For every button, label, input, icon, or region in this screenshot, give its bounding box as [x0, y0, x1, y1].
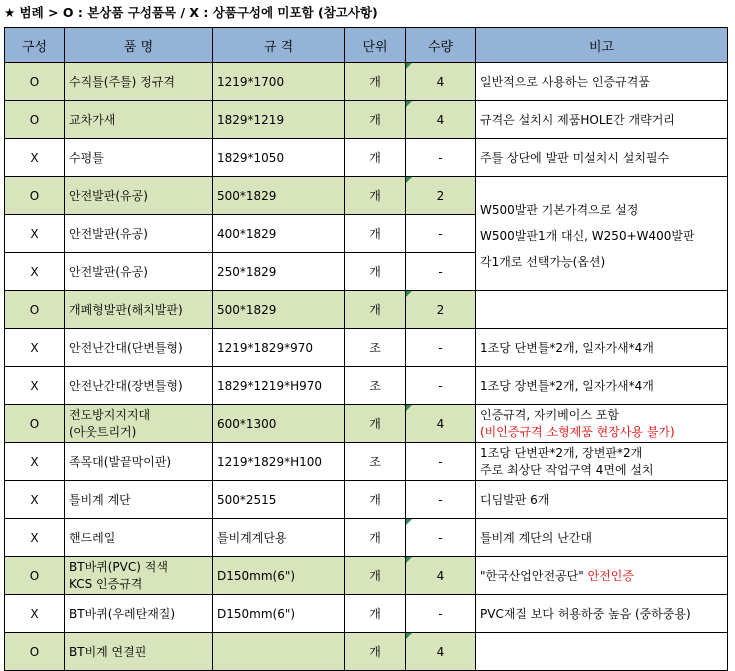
comp-cell: X	[5, 253, 65, 291]
header-spec: 규 격	[213, 28, 345, 63]
table-row	[5, 139, 728, 177]
unit-cell: 개	[345, 595, 406, 633]
remark-cell: 일반적으로 사용하는 인증규격품	[476, 63, 728, 101]
name-cell: 안전난간대(장변틀형)	[65, 367, 213, 405]
table-row	[5, 329, 728, 367]
qty-cell: -	[406, 443, 476, 481]
qty-cell: 4	[406, 63, 476, 101]
name-cell: 틀비계 계단	[65, 481, 213, 519]
spec-cell: D150mm(6")	[213, 557, 345, 595]
unit-cell: 조	[345, 329, 406, 367]
remark-cell: 규격은 설치시 제품HOLE간 개략거리	[476, 101, 728, 139]
spec-cell: 1829*1050	[213, 139, 345, 177]
unit-cell: 개	[345, 633, 406, 671]
qty-cell: -	[406, 519, 476, 557]
table-row	[5, 367, 728, 405]
comp-cell: O	[5, 63, 65, 101]
comp-cell: X	[5, 329, 65, 367]
header-row	[5, 28, 728, 63]
spec-cell: 1219*1700	[213, 63, 345, 101]
merged-remark-cell	[476, 177, 728, 291]
remark-cell	[476, 633, 728, 671]
comp-cell: O	[5, 557, 65, 595]
components-table	[4, 27, 728, 671]
spec-cell: 400*1829	[213, 215, 345, 253]
unit-cell: 개	[345, 139, 406, 177]
name-cell: 수직틀(주틀) 정규격	[65, 63, 213, 101]
spec-cell: 600*1300	[213, 405, 345, 443]
spec-cell: 1219*1829*970	[213, 329, 345, 367]
name-cell: 안전난간대(단변틀형)	[65, 329, 213, 367]
name-cell: BT비계 연결핀	[65, 633, 213, 671]
legend-text: ★ 범례 > O : 본상품 구성품목 / X : 상품구성에 미포함 (참고사항)	[4, 5, 378, 20]
merged-remark-line: W500발판1개 대신, W250+W400발판	[480, 228, 695, 243]
comp-cell: O	[5, 633, 65, 671]
qty-cell: -	[406, 329, 476, 367]
name-cell	[65, 405, 213, 443]
remark-certified: 안전인증	[587, 569, 634, 583]
comp-cell: X	[5, 481, 65, 519]
header-name: 품 명	[65, 28, 213, 63]
remark-cell	[476, 557, 728, 595]
spec-cell: 500*1829	[213, 177, 345, 215]
qty-cell: 4	[406, 101, 476, 139]
qty-cell: 2	[406, 291, 476, 329]
table-row	[5, 177, 728, 215]
unit-cell: 개	[345, 405, 406, 443]
name-line: KCS 인증규격	[69, 576, 143, 591]
remark-warning: (비인증규격 소형제품 현장사용 불가)	[480, 424, 675, 439]
name-cell: 안전발판(유공)	[65, 253, 213, 291]
spec-cell: 500*1829	[213, 291, 345, 329]
qty-cell: -	[406, 253, 476, 291]
spec-cell: 1829*1219	[213, 101, 345, 139]
name-cell: 개폐형발판(해치발판)	[65, 291, 213, 329]
comp-cell: O	[5, 405, 65, 443]
comp-cell: X	[5, 367, 65, 405]
unit-cell: 개	[345, 557, 406, 595]
spec-cell: 1219*1829*H100	[213, 443, 345, 481]
qty-cell: 4	[406, 557, 476, 595]
name-cell	[65, 557, 213, 595]
header-comp: 구성	[5, 28, 65, 63]
remark-cell	[476, 291, 728, 329]
remark-line: 1조당 단변판*2개, 장변판*2개	[480, 445, 643, 460]
table-row	[5, 101, 728, 139]
remark-cell	[476, 443, 728, 481]
spec-cell	[213, 633, 345, 671]
comp-cell: X	[5, 595, 65, 633]
merged-remark-line: W500발판 기본가격으로 설정	[480, 202, 639, 217]
unit-cell: 개	[345, 253, 406, 291]
remark-cell	[476, 405, 728, 443]
remark-cell: 1조당 장변틀*2개, 일자가새*4개	[476, 367, 728, 405]
name-cell: BT바퀴(우레탄재질)	[65, 595, 213, 633]
header-qty: 수량	[406, 28, 476, 63]
name-line: BT바퀴(PVC) 적색	[69, 559, 168, 574]
comp-cell: X	[5, 139, 65, 177]
remark-line: 인증규격, 자키베이스 포함	[480, 407, 619, 422]
comp-cell: O	[5, 291, 65, 329]
spec-cell: 250*1829	[213, 253, 345, 291]
spec-cell: 1829*1219*H970	[213, 367, 345, 405]
spec-cell: 틀비계계단용	[213, 519, 345, 557]
table-row	[5, 405, 728, 443]
comp-cell: O	[5, 101, 65, 139]
name-cell: 안전발판(유공)	[65, 215, 213, 253]
comp-cell: O	[5, 177, 65, 215]
unit-cell: 개	[345, 481, 406, 519]
header-remark: 비고	[476, 28, 728, 63]
unit-cell: 개	[345, 63, 406, 101]
table-row	[5, 291, 728, 329]
remark-cell: 디딤발판 6개	[476, 481, 728, 519]
unit-cell: 개	[345, 291, 406, 329]
qty-cell: 4	[406, 405, 476, 443]
name-cell: 안전발판(유공)	[65, 177, 213, 215]
unit-cell: 개	[345, 177, 406, 215]
qty-cell: 2	[406, 177, 476, 215]
unit-cell: 조	[345, 443, 406, 481]
table-row	[5, 63, 728, 101]
name-cell: 핸드레일	[65, 519, 213, 557]
comp-cell: X	[5, 443, 65, 481]
table-row	[5, 633, 728, 671]
table-row	[5, 595, 728, 633]
spec-cell: 500*2515	[213, 481, 345, 519]
table-row	[5, 481, 728, 519]
comp-cell: X	[5, 215, 65, 253]
unit-cell: 개	[345, 519, 406, 557]
remark-cell: 1조당 단변틀*2개, 일자가새*4개	[476, 329, 728, 367]
qty-cell: -	[406, 481, 476, 519]
spec-cell: D150mm(6")	[213, 595, 345, 633]
remark-cell: 주틀 상단에 발판 미설치시 설치필수	[476, 139, 728, 177]
remark-text: "한국산업안전공단"	[480, 569, 588, 583]
comp-cell: X	[5, 519, 65, 557]
qty-cell: -	[406, 139, 476, 177]
header-unit: 단위	[345, 28, 406, 63]
unit-cell: 개	[345, 215, 406, 253]
qty-cell: -	[406, 367, 476, 405]
name-cell: 수평틀	[65, 139, 213, 177]
qty-cell: -	[406, 215, 476, 253]
table-row	[5, 443, 728, 481]
unit-cell: 조	[345, 367, 406, 405]
name-cell: 족목대(발끝막이판)	[65, 443, 213, 481]
name-cell: 교차가새	[65, 101, 213, 139]
remark-cell: 틀비계 계단의 난간대	[476, 519, 728, 557]
unit-cell: 개	[345, 101, 406, 139]
remark-cell: PVC재질 보다 허용하중 높음 (중하중용)	[476, 595, 728, 633]
merged-remark-line: 각1개로 선택가능(옵션)	[480, 254, 606, 269]
table-row	[5, 519, 728, 557]
qty-cell: -	[406, 595, 476, 633]
name-line: 전도방지지지대	[69, 407, 151, 422]
name-line: (아웃트리거)	[69, 424, 137, 439]
remark-line: 주로 최상단 작업구역 4면에 설치	[480, 462, 654, 477]
table-row	[5, 557, 728, 595]
qty-cell: 4	[406, 633, 476, 671]
